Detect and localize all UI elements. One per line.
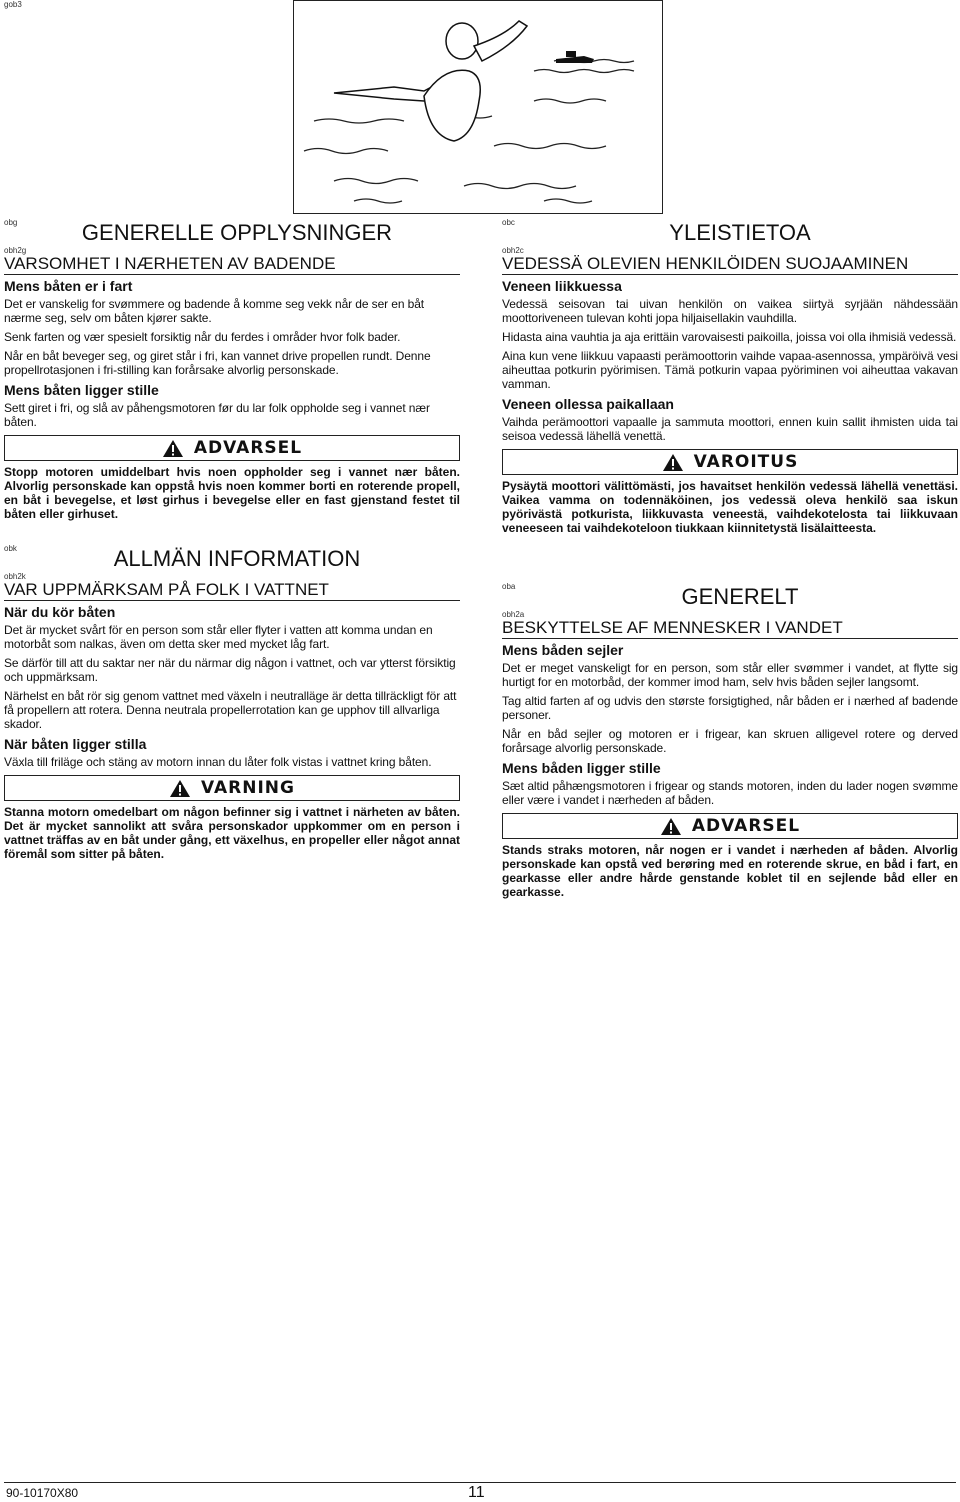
- subheading: Mens båten er i fart: [4, 278, 133, 294]
- warning-triangle-icon: [169, 779, 191, 798]
- swimmer-illustration: [293, 0, 663, 214]
- section-code: oba: [502, 582, 516, 591]
- paragraph: Sæt altid påhængsmotoren i frigear og stands motoren, inden du lader nogen svømme eller være i vandet i nærheden af båden.: [502, 779, 958, 807]
- section-title: VARSOMHET I NÆRHETEN AV BADENDE: [4, 254, 460, 275]
- warning-label: ADVARSEL: [193, 438, 303, 458]
- finnish-section: [502, 218, 958, 535]
- warning-triangle-icon: [662, 453, 684, 472]
- page-number: 11: [468, 1484, 485, 1501]
- subsection-code: obh2c: [502, 246, 524, 255]
- paragraph: Senk farten og vær spesielt forsiktig når du ferdes i områder hvor folk bader.: [4, 330, 401, 344]
- paragraph: Vaihda perämoottori vapaalle ja sammuta moottori, ennen kuin sallit ihmisten uida tai seisoa vedessä lähellä venettä.: [502, 415, 958, 443]
- subheading: När båten ligger stilla: [4, 736, 147, 752]
- warning-box: [4, 775, 460, 801]
- norwegian-section: [4, 218, 460, 521]
- paragraph: Hidasta aina vauhtia ja aja erittäin varovaisesti paikoilla, joissa voi olla ihmisiä vedessä.: [502, 330, 957, 344]
- warning-box: [502, 813, 958, 839]
- paragraph: Når en båt beveger seg, og giret står i fri, kan vannet drive propellen rundt. Denne propellrotasjonen i fri-stilling kan forårsake alvorlig personskade.: [4, 349, 431, 377]
- section-code: obg: [4, 218, 18, 227]
- page-title: ALLMÄN INFORMATION: [113, 546, 361, 571]
- warning-box: [502, 449, 958, 475]
- subheading: När du kör båten: [4, 604, 116, 620]
- document-number: 90-10170X80: [6, 1486, 79, 1500]
- warning-text: Stands straks motoren, når nogen er i vandet i nærheden af båden. Alvorlig personskade kan opstå ved berøring med en roterende skrue, en båd i fart, en gearkasse eller andre hårde genstande koblet til en sejlende båd eller en gearkasse.: [502, 843, 958, 899]
- warning-text: Stopp motoren umiddelbart hvis noen oppholder seg i vannet nær båten. Alvorlig personskade kan oppstå hvis noen kommer borti en roterende propell, en båt i bevegelse, et løst girhus i bevegelse eller en fast gjenstand festet til båten eller girhuset.: [4, 465, 460, 521]
- warning-label: ADVARSEL: [691, 816, 801, 836]
- subheading: Veneen liikkuessa: [502, 278, 622, 294]
- paragraph: Det er meget vanskeligt for en person, som står eller svømmer i vandet, at flytte sig hurtigt for en motorbåd, der kommer imod ham, selv hvis båden sejler langsomt.: [502, 661, 958, 689]
- swimmer-drawing: [294, 1, 661, 212]
- subheading: Veneen ollessa paikallaan: [502, 396, 674, 412]
- section-code: obk: [4, 544, 17, 553]
- warning-triangle-icon: [660, 817, 682, 836]
- danish-section: [502, 582, 958, 899]
- subheading: Mens båten ligger stille: [4, 382, 159, 398]
- page-title: GENERELLE OPPLYSNINGER: [81, 220, 393, 245]
- footer-divider: [4, 1482, 956, 1483]
- paragraph: Aina kun vene liikkuu vapaasti perämoottorin vaihde vapaa-asennossa, ympäröivä vesi aiheuttaa potkurin pyörimisen. Tämä potkurin vapaa pyöriminen voi aiheuttaa vakavan vamman.: [502, 349, 958, 391]
- paragraph: Når en båd sejler og motoren er i frigear, kan skruen alligevel rotere og derved forårsage alvorlig personskade.: [502, 727, 958, 755]
- warning-box: [4, 435, 460, 461]
- subheading: Mens båden sejler: [502, 642, 624, 658]
- subsection-code: obh2a: [502, 610, 525, 619]
- paragraph: Vedessä seisovan tai uivan henkilön on vaikea siirtyä syrjään nähdessään moottoriveneen tulevan kohti jopa hiljaisellakin vauhdilla.: [502, 297, 958, 325]
- page-code: gob3: [4, 0, 22, 9]
- section-code: obc: [502, 218, 515, 227]
- section-title: BESKYTTELSE AF MENNESKER I VANDET: [502, 618, 958, 639]
- paragraph: Växla till friläge och stäng av motorn innan du låter folk vistas i vattnet kring båten.: [4, 755, 432, 769]
- subheading: Mens båden ligger stille: [502, 760, 661, 776]
- paragraph: Sett giret i fri, og slå av påhengsmotoren før du lar folk oppholde seg i vannet nær båten.: [4, 401, 430, 429]
- warning-text: Stanna motorn omedelbart om någon befinner sig i vattnet i närheten av båten. Det är mycket sannolikt att svåra personskador uppkommer om en person i vattnet träffas av en båt under gång, ett växelhus, en propeller eller något annat föremål som sitter på båten.: [4, 805, 460, 861]
- subsection-code: obh2g: [4, 246, 27, 255]
- page-title: YLEISTIETOA: [669, 220, 811, 245]
- section-title: VEDESSÄ OLEVIEN HENKILÖIDEN SUOJAAMINEN: [502, 254, 958, 275]
- subsection-code: obh2k: [4, 572, 26, 581]
- warning-text: Pysäytä moottori välittömästi, jos havaitset henkilön vedessä lähellä venettäsi. Vaikea vamma on todennäköinen, jos vedessä oleva henkilö saa iskun pyörivästä potkurista, liikkuvasta veneestä, vaihdekotelosta tai liikkuvaan veneeseen tai vaihdekoteloon tiukkaan kiinnitetystä lisälaitteesta.: [502, 479, 958, 535]
- warning-label: VARNING: [201, 778, 295, 798]
- warning-triangle-icon: [162, 439, 184, 458]
- paragraph: Se därför till att du saktar ner när du närmar dig någon i vattnet, och var ytterst försiktig och uppmärksam.: [4, 656, 456, 684]
- section-title: VAR UPPMÄRKSAM PÅ FOLK I VATTNET: [4, 580, 460, 601]
- swedish-section: [4, 544, 460, 861]
- paragraph: Det er vanskelig for svømmere og badende å komme seg vekk når de ser en båt nærme seg, selv om båten kjører sakte.: [4, 297, 425, 325]
- paragraph: Närhelst en båt rör sig genom vattnet med växeln i neutralläge är detta tillräckligt för att få propellern att rotera. Denna neutrala propellerrotation kan ge upphov till allvarliga skador.: [4, 689, 457, 731]
- warning-label: VAROITUS: [693, 452, 799, 472]
- page-title: GENERELT: [681, 584, 799, 609]
- paragraph: Tag altid farten af og udvis den største forsigtighed, når båden er i nærhed af badende personer.: [502, 694, 958, 722]
- paragraph: Det är mycket svårt för en person som står eller flyter i vatten att komma undan en motorbåt som nalkas, även om detta sker med mycket låg fart.: [4, 623, 433, 651]
